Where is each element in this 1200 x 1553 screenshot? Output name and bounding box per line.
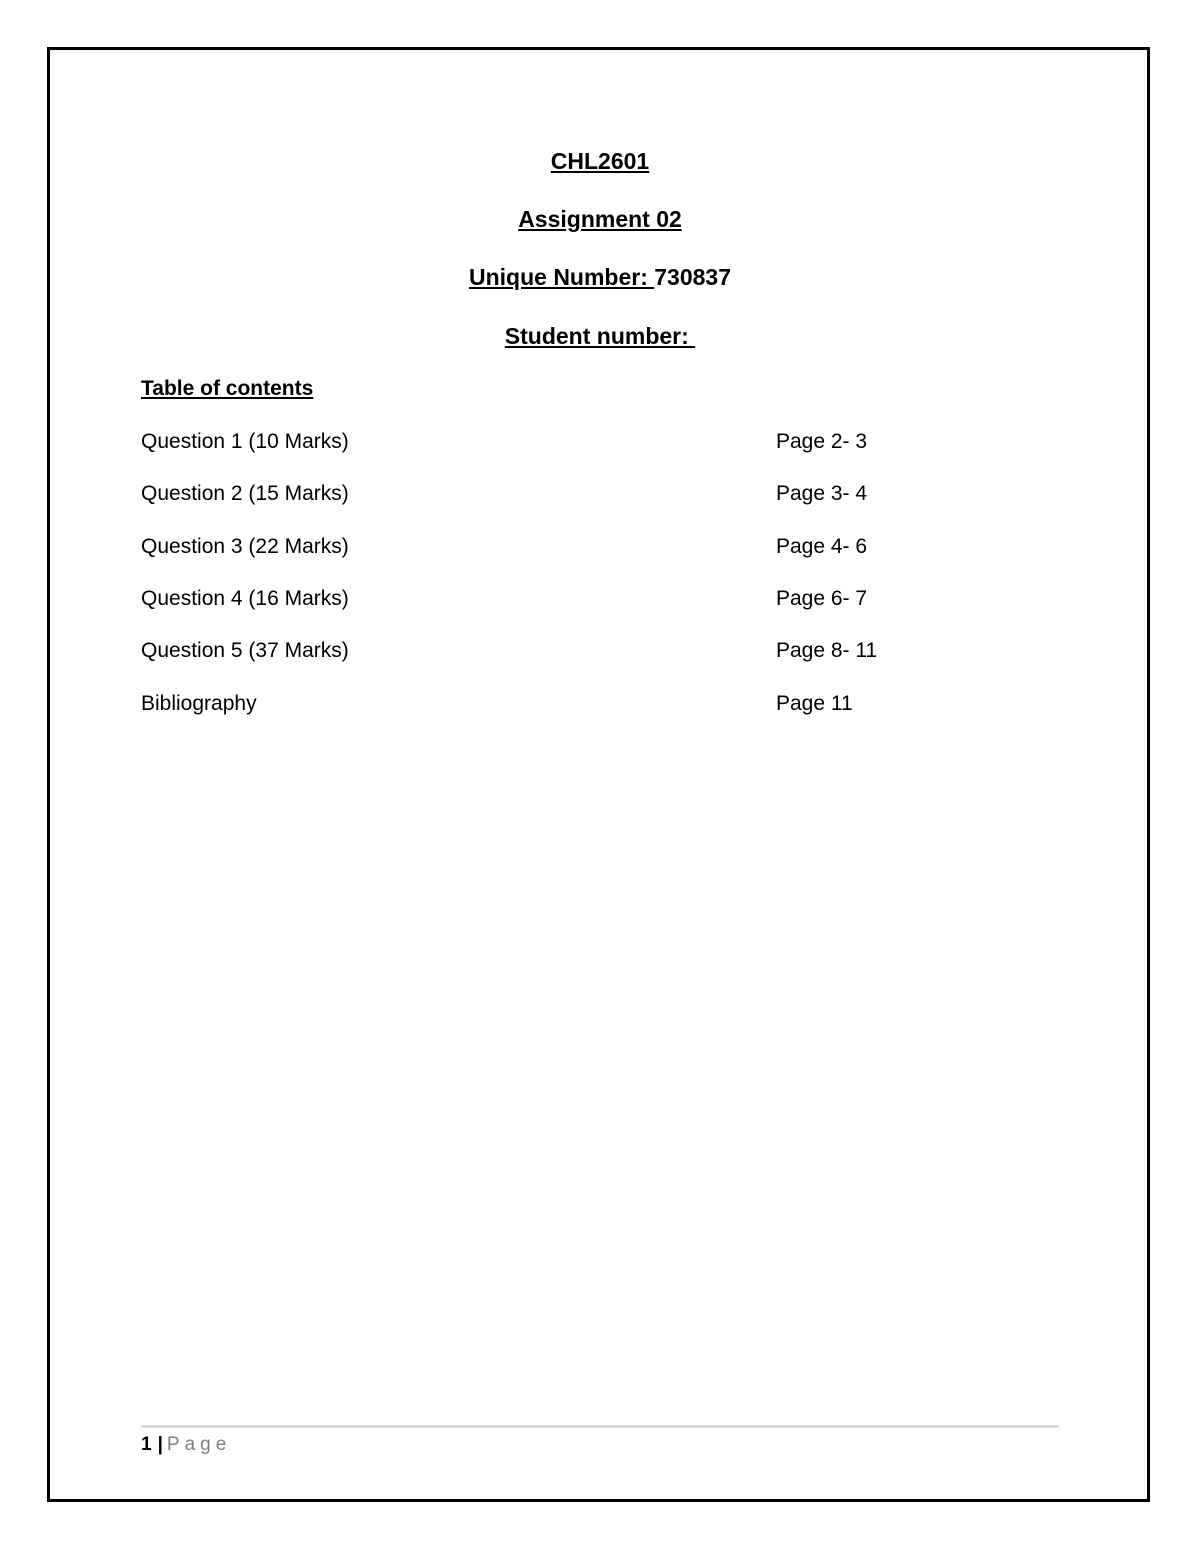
footer-page-number: 1 <box>141 1434 152 1455</box>
footer-divider <box>141 1425 1059 1428</box>
toc-heading: Table of contents <box>141 377 314 400</box>
toc-entry-label: Question 4 (16 Marks) <box>141 587 349 610</box>
footer-separator: | <box>157 1434 163 1455</box>
toc-entry-page: Page 2- 3 <box>776 430 868 453</box>
toc-entry-page: Page 8- 11 <box>776 639 878 662</box>
course-code-heading <box>0 147 1200 175</box>
unique-number-heading <box>0 263 1200 291</box>
student-number-label: Student number: <box>504 323 696 349</box>
toc-entry-page: Page 3- 4 <box>776 482 868 505</box>
toc-entry <box>141 637 901 665</box>
toc-entry-label: Bibliography <box>141 692 257 715</box>
footer-page-word: Page <box>166 1434 232 1455</box>
toc-entry-label: Question 3 (22 Marks) <box>141 535 349 558</box>
toc-entry <box>141 480 901 508</box>
course-code: CHL2601 <box>550 148 650 174</box>
toc-entry <box>141 585 901 613</box>
toc-entry-label: Question 1 (10 Marks) <box>141 430 349 453</box>
unique-number-label: Unique Number: <box>468 264 655 290</box>
toc-entry-page: Page 11 <box>776 692 853 715</box>
toc-entry-page: Page 6- 7 <box>776 587 868 610</box>
toc-entry-label: Question 5 (37 Marks) <box>141 639 349 662</box>
page-footer <box>141 1433 231 1457</box>
unique-number-value: 730837 <box>654 264 732 290</box>
student-number-heading <box>0 322 1200 350</box>
toc-entry <box>141 428 901 456</box>
toc-entry <box>141 690 901 718</box>
assignment-heading <box>0 205 1200 233</box>
toc-entry-page: Page 4- 6 <box>776 535 868 558</box>
assignment-title: Assignment 02 <box>518 206 682 232</box>
toc-entry <box>141 533 901 561</box>
toc-entry-label: Question 2 (15 Marks) <box>141 482 349 505</box>
